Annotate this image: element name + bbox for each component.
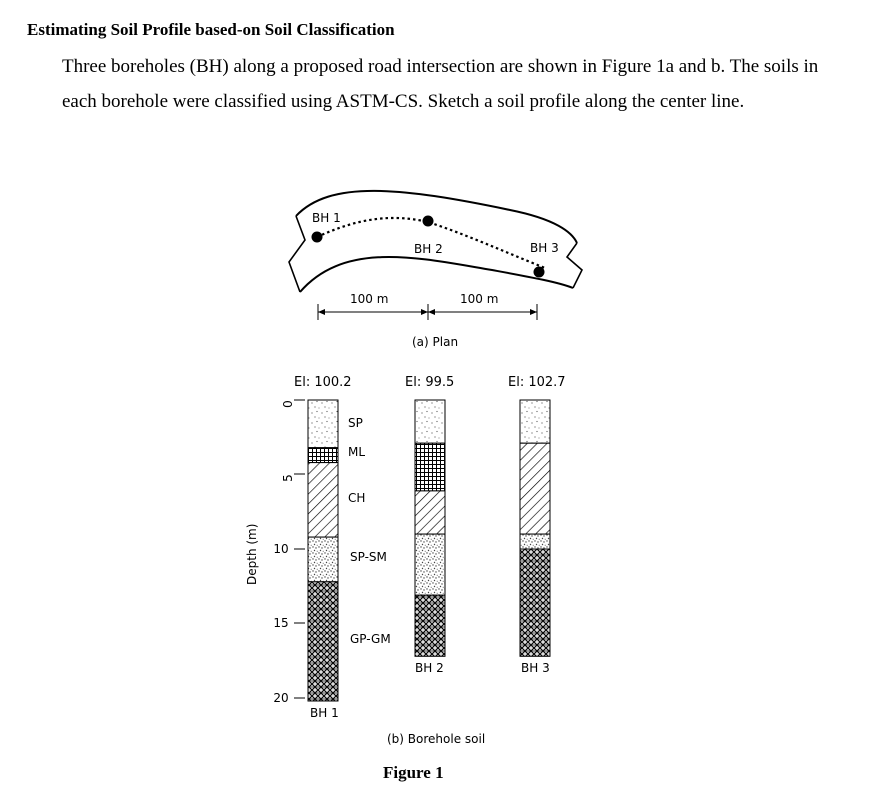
depth-axis-label: Depth (m) (245, 523, 259, 585)
depth-tick-label-15: 15 (273, 616, 289, 630)
break-line-left (289, 216, 305, 292)
bh2-plan-label: BH 2 (414, 242, 443, 256)
depth-tick-label-20: 20 (273, 691, 289, 705)
figure-title: Figure 1 (383, 763, 444, 782)
legend-sp: SP (348, 416, 363, 430)
problem-statement: Three boreholes (BH) along a proposed road intersection are shown in Figure 1a and b. The soils in each borehole were classified using ASTM-CS. Sketch a soil profile along the center line. (62, 56, 819, 112)
depth-tick-label-0: 0 (281, 400, 295, 408)
borehole-caption: (b) Borehole soil (387, 732, 486, 746)
depth-tick-label-5: 5 (281, 474, 295, 482)
bh3-marker (534, 267, 545, 278)
bh2-layer-ch (415, 491, 445, 534)
bh2-layer-gp-gm (415, 595, 445, 656)
break-line-right (567, 243, 582, 288)
bh1-layer-ml (308, 448, 338, 463)
bh1-layer-ch (308, 463, 338, 537)
bh1-marker (312, 232, 323, 243)
legend-gp-gm: GP-GM (350, 632, 391, 646)
bh2-layer-sp (415, 400, 445, 443)
plan-caption: (a) Plan (412, 335, 459, 349)
legend-sp-sm: SP-SM (350, 550, 387, 564)
bh3-column (520, 400, 550, 656)
bh1-layer-gp-gm (308, 582, 338, 701)
bh2-elevation: El: 99.5 (405, 375, 455, 390)
bh2-layer-ml (415, 443, 445, 491)
bh2-name-label: BH 2 (415, 661, 444, 675)
bh1-plan-label: BH 1 (312, 211, 341, 225)
bh1-layer-sp-sm (308, 537, 338, 582)
bh3-layer-sp-sm (520, 534, 550, 549)
legend-ml: ML (348, 445, 366, 459)
bh2-column (415, 400, 445, 656)
distance-label-2: 100 m (460, 292, 499, 306)
road-plan (289, 191, 582, 349)
bh3-plan-label: BH 3 (530, 241, 559, 255)
bh3-layer-ch (520, 443, 550, 534)
distance-label-1: 100 m (350, 292, 389, 306)
bh1-column (308, 400, 338, 701)
bh3-layer-sp (520, 400, 550, 443)
bh1-layer-sp (308, 400, 338, 448)
dimension-line (318, 304, 537, 320)
bh3-elevation: El: 102.7 (508, 375, 566, 390)
bh1-name-label: BH 1 (310, 706, 339, 720)
bh3-layer-gp-gm (520, 549, 550, 656)
bh1-elevation: El: 100.2 (294, 375, 352, 390)
bh2-layer-sp-sm (415, 534, 445, 595)
borehole-profile (245, 375, 566, 782)
section-heading: Estimating Soil Profile based-on Soil Classification (27, 20, 395, 39)
bh3-name-label: BH 3 (521, 661, 550, 675)
bh2-marker (423, 216, 434, 227)
depth-tick-label-10: 10 (273, 542, 289, 556)
legend-ch: CH (348, 491, 366, 505)
